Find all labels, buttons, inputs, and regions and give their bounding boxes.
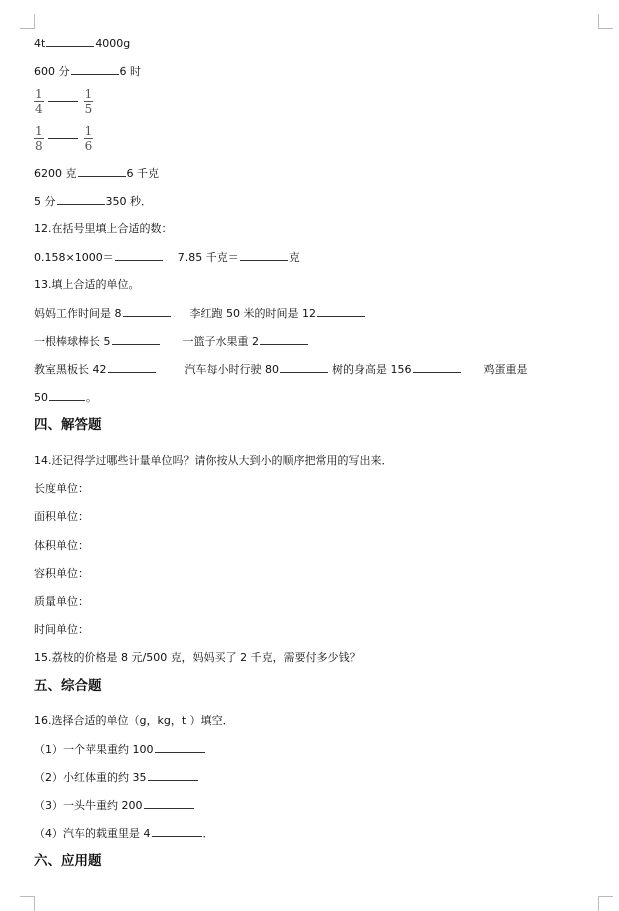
question-13-title: 13.填上合适的单位。 bbox=[34, 278, 140, 291]
question-13-line bbox=[34, 334, 309, 349]
section-4-heading: 四、解答题 bbox=[34, 417, 102, 433]
unit-label: 体积单位： bbox=[34, 539, 89, 552]
fraction: $\frac{1}{6}$ bbox=[84, 124, 93, 153]
expr-right: 克 bbox=[288, 251, 300, 264]
question-13-line bbox=[34, 362, 528, 377]
corner-mark bbox=[598, 896, 613, 911]
item-text: （2）小红体重的约 35 bbox=[34, 771, 147, 784]
answer-blank[interactable] bbox=[144, 798, 194, 809]
answer-blank[interactable] bbox=[155, 742, 205, 753]
unit-label: 面积单位： bbox=[34, 510, 89, 523]
unit-label: 时间单位： bbox=[34, 623, 89, 636]
compare-line bbox=[34, 36, 130, 51]
answer-blank[interactable] bbox=[112, 334, 160, 345]
compare-line bbox=[34, 166, 159, 181]
answer-blank[interactable] bbox=[115, 250, 163, 261]
question-13-line bbox=[34, 306, 366, 321]
answer-blank[interactable] bbox=[260, 334, 308, 345]
unit-label: 长度单位： bbox=[34, 482, 89, 495]
compare-right: 4000g bbox=[95, 37, 131, 50]
item-text: （3）一头牛重约 200 bbox=[34, 799, 143, 812]
fill-text: 一篮子水果重 2 bbox=[182, 335, 259, 348]
fraction-compare-line bbox=[34, 88, 93, 115]
compare-line bbox=[34, 194, 152, 209]
compare-right: 6 时 bbox=[119, 65, 141, 78]
corner-mark bbox=[20, 14, 35, 29]
question-13-line bbox=[34, 390, 97, 405]
question-16-item bbox=[34, 798, 195, 813]
answer-blank[interactable] bbox=[71, 64, 119, 75]
compare-right: 6 千克 bbox=[126, 167, 159, 180]
compare-left: 4t bbox=[34, 37, 46, 50]
compare-right: 350 秒． bbox=[105, 195, 152, 208]
answer-blank[interactable] bbox=[78, 166, 126, 177]
section-6-heading: 六、应用题 bbox=[34, 853, 102, 869]
answer-blank[interactable] bbox=[108, 362, 156, 373]
question-16-item bbox=[34, 826, 214, 841]
answer-blank[interactable] bbox=[148, 770, 198, 781]
answer-blank[interactable] bbox=[240, 250, 288, 261]
answer-blank[interactable] bbox=[46, 36, 94, 47]
question-12-line bbox=[34, 250, 300, 265]
fill-text: 50 bbox=[34, 391, 48, 404]
answer-blank[interactable] bbox=[152, 826, 202, 837]
answer-blank[interactable] bbox=[48, 138, 78, 139]
corner-mark bbox=[20, 896, 35, 911]
expr-left: 0.158×1000＝ bbox=[34, 251, 114, 264]
fraction: $\frac{1}{5}$ bbox=[84, 87, 93, 116]
answer-blank[interactable] bbox=[57, 194, 105, 205]
fill-text: 树的身高是 156 bbox=[332, 363, 412, 376]
answer-blank[interactable] bbox=[123, 306, 171, 317]
question-16-title: 16.选择合适的单位（g，kg，t ）填空． bbox=[34, 714, 234, 727]
fill-text: 妈妈工作时间是 8 bbox=[34, 307, 122, 320]
fill-text: 教室黑板长 42 bbox=[34, 363, 107, 376]
question-16-item bbox=[34, 742, 206, 757]
fraction-compare-line bbox=[34, 125, 93, 152]
compare-line bbox=[34, 64, 141, 79]
compare-left: 600 分 bbox=[34, 65, 70, 78]
compare-left: 5 分 bbox=[34, 195, 56, 208]
fill-text: 汽车每小时行驶 80 bbox=[184, 363, 279, 376]
compare-left: 6200 克 bbox=[34, 167, 77, 180]
fill-text: 李红跑 50 米的时间是 12 bbox=[189, 307, 316, 320]
fill-text: 一根棒球棒长 5 bbox=[34, 335, 111, 348]
expr-left: 7.85 千克＝ bbox=[177, 251, 239, 264]
fraction: $\frac{1}{8}$ bbox=[35, 124, 43, 153]
answer-blank[interactable] bbox=[413, 362, 461, 373]
fill-text: 鸡蛋重是 bbox=[483, 363, 528, 376]
question-14-title: 14.还记得学过哪些计量单位吗？请你按从大到小的顺序把常用的写出来． bbox=[34, 454, 393, 467]
unit-label: 质量单位： bbox=[34, 595, 89, 608]
question-15-title: 15.荔枝的价格是 8 元/500 克，妈妈买了 2 千克，需要付多少钱？ bbox=[34, 651, 361, 664]
answer-blank[interactable] bbox=[317, 306, 365, 317]
answer-blank[interactable] bbox=[49, 390, 85, 401]
question-16-item bbox=[34, 770, 199, 785]
item-text: （4）汽车的载重里是 4 bbox=[34, 827, 151, 840]
punctuation: ． bbox=[202, 827, 214, 840]
item-text: （1）一个苹果重约 100 bbox=[34, 743, 154, 756]
question-12-title: 12.在括号里填上合适的数： bbox=[34, 222, 173, 235]
corner-mark bbox=[598, 14, 613, 29]
punctuation: 。 bbox=[86, 391, 97, 404]
fraction: $\frac{1}{4}$ bbox=[35, 87, 43, 116]
unit-label: 容积单位： bbox=[34, 567, 89, 580]
section-5-heading: 五、综合题 bbox=[34, 678, 102, 694]
answer-blank[interactable] bbox=[280, 362, 328, 373]
answer-blank[interactable] bbox=[48, 101, 78, 102]
